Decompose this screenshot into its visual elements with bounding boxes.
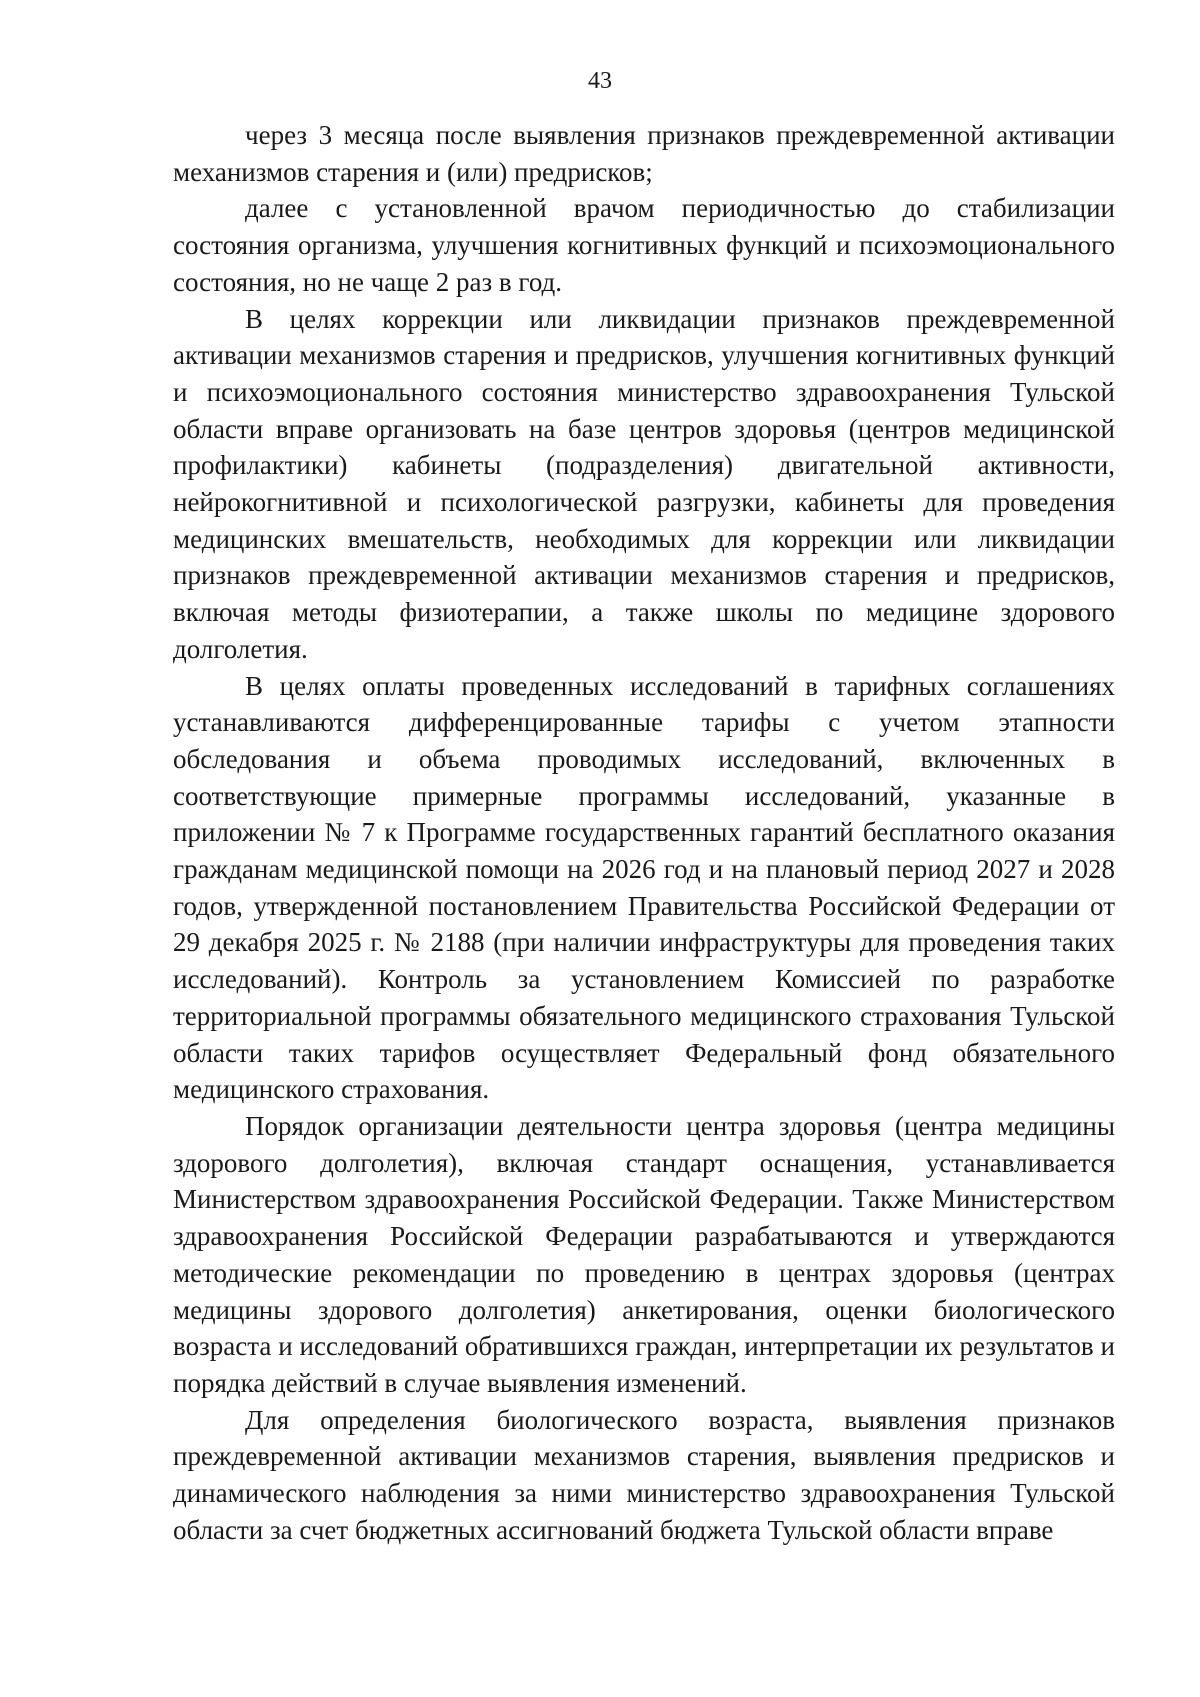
paragraph-correction-cabinets: В целях коррекции или ликвидации признаков преждевременной активации механизмов старения и предрисков, улучшения когнитивных функций и психоэмоционального состояния министерство здравоохранения Тульской области вправе организовать на базе центров здоровья (центров медицинской профилактики) кабинеты (подразделения) двигательной активности, нейрокогнитивной и психологической разгрузки, кабинеты для проведения медицинских вмешательств, необходимых для коррекции или ликвидации признаков преждевременной активации механизмов старения и предрисков, включая методы физиотерапии, а также школы по медицине здорового долголетия.: [173, 303, 1115, 664]
page-number: 43: [588, 68, 612, 94]
paragraph-health-center-procedure: Порядок организации деятельности центра здоровья (центра медицины здорового долголетия), включая стандарт оснащения, устанавливается Министерством здравоохранения Российской Федерации. Также Министерством здравоохранения Российской Федерации разрабатываются и утверждаются методические рекомендации по проведению в центрах здоровья (центрах медицины здорового долголетия) анкетирования, оценки биологического возраста и исследований обратившихся граждан, интерпретации их результатов и порядка действий в случае выявления изменений.: [173, 1110, 1115, 1398]
paragraph-tariffs: В целях оплаты проведенных исследований в тарифных соглашениях устанавливаются дифференцированные тарифы с учетом этапности обследования и объема проводимых исследований, включенных в соответствующие примерные программы исследований, указанные в приложении № 7 к Программе государственных гарантий бесплатного оказания гражданам медицинской помощи на 2026 год и на плановый период 2027 и 2028 годов, утвержденной постановлением Правительства Российской Федерации от 29 декабря 2025 г. № 2188 (при наличии инфраструктуры для проведения таких исследований). Контроль за установлением Комиссией по разработке территориальной программы обязательного медицинского страхования Тульской области таких тарифов осуществляет Федеральный фонд обязательного медицинского страхования.: [173, 670, 1115, 1105]
document-body: [173, 117, 1115, 1548]
paragraph-biological-age: Для определения биологического возраста, выявления признаков преждевременной активации механизмов старения, выявления предрисков и динамического наблюдения за ними министерство здравоохранения Тульской области за счет бюджетных ассигнований бюджета Тульской области вправе: [173, 1404, 1115, 1545]
paragraph-schedule-periodic: далее с установленной врачом периодичностью до стабилизации состояния организма, улучшения когнитивных функций и психоэмоционального состояния, но не чаще 2 раз в год.: [173, 193, 1115, 297]
paragraph-schedule-after-detection: через 3 месяца после выявления признаков преждевременной активации механизмов старения и (или) предрисков;: [173, 120, 1115, 187]
